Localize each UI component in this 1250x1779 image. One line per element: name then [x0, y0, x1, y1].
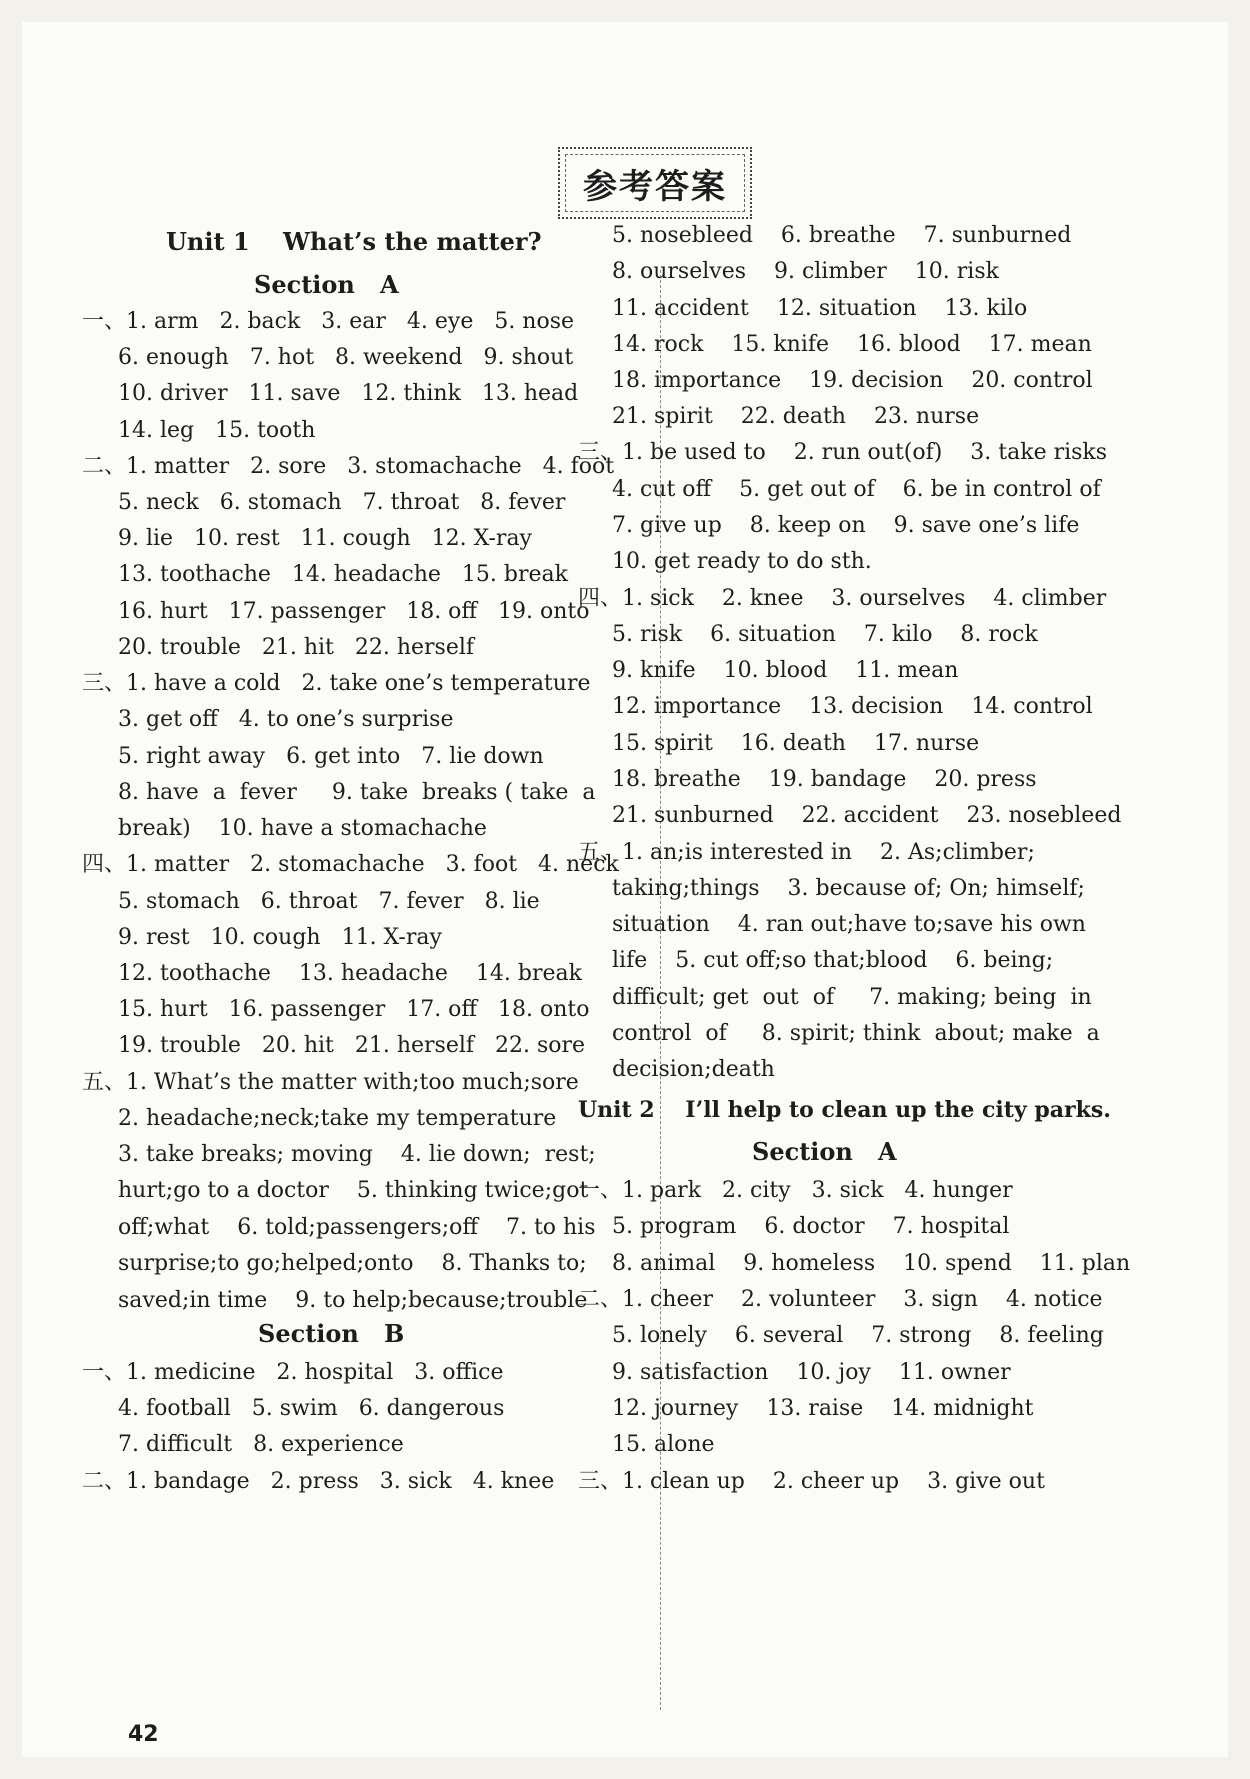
answer-line: 7. difficult 8. experience	[118, 1432, 404, 1457]
answer-line: life 5. cut off;so that;blood 6. being;	[612, 948, 1054, 973]
answer-line: situation 4. ran out;have to;save his own	[612, 912, 1086, 937]
answer-line: 9. rest 10. cough 11. X-ray	[118, 925, 442, 950]
answer-line: 11. accident 12. situation 13. kilo	[612, 296, 1028, 321]
answer-line: 12. journey 13. raise 14. midnight	[612, 1396, 1034, 1421]
answer-line: 5. lonely 6. several 7. strong 8. feeling	[612, 1323, 1104, 1348]
unit1-section-a-heading: Section A	[254, 270, 399, 299]
answer-line: break) 10. have a stomachache	[118, 816, 487, 841]
answer-line: 12. toothache 13. headache 14. break	[118, 961, 582, 986]
answer-line: surprise;to go;helped;onto 8. Thanks to;	[118, 1251, 587, 1276]
answer-line: 15. spirit 16. death 17. nurse	[612, 731, 980, 756]
answer-line: 3. get off 4. to one’s surprise	[118, 707, 454, 732]
answer-line: 21. spirit 22. death 23. nurse	[612, 404, 980, 429]
unit1-title: Unit 1 What’s the matter?	[166, 227, 542, 256]
answer-line: 5. right away 6. get into 7. lie down	[118, 744, 544, 769]
answer-line: 三、1. have a cold 2. take one’s temperature	[82, 671, 591, 696]
answer-line: 四、1. matter 2. stomachache 3. foot 4. neck	[82, 852, 619, 877]
answer-line: taking;things 3. because of; On; himself;	[612, 876, 1085, 901]
answer-line: 8. animal 9. homeless 10. spend 11. plan	[612, 1251, 1131, 1276]
answer-line: 4. cut off 5. get out of 6. be in control of	[612, 477, 1101, 502]
answer-line: 14. leg 15. tooth	[118, 418, 316, 443]
answer-line: 二、1. matter 2. sore 3. stomachache 4. foot	[82, 454, 615, 479]
answer-line: decision;death	[612, 1057, 775, 1082]
answer-line: 5. nosebleed 6. breathe 7. sunburned	[612, 223, 1072, 248]
answer-line: 一、1. arm 2. back 3. ear 4. eye 5. nose	[82, 309, 575, 334]
answer-line: 8. ourselves 9. climber 10. risk	[612, 259, 999, 284]
answer-line: 3. take breaks; moving 4. lie down; rest;	[118, 1142, 596, 1167]
unit1-section-b-heading: Section B	[258, 1319, 405, 1348]
answer-line: 8. have a fever 9. take breaks ( take a	[118, 780, 596, 805]
answer-line: hurt;go to a doctor 5. thinking twice;got	[118, 1178, 589, 1203]
answer-line: 12. importance 13. decision 14. control	[612, 694, 1093, 719]
answer-line: 10. driver 11. save 12. think 13. head	[118, 381, 579, 406]
answer-line: 5. neck 6. stomach 7. throat 8. fever	[118, 490, 566, 515]
answer-line: 15. alone	[612, 1432, 715, 1457]
answer-line: 5. stomach 6. throat 7. fever 8. lie	[118, 889, 540, 914]
answer-line: 15. hurt 16. passenger 17. off 18. onto	[118, 997, 590, 1022]
answer-line: 7. give up 8. keep on 9. save one’s life	[612, 513, 1080, 538]
unit2-section-a-heading: Section A	[752, 1137, 897, 1166]
answer-line: 9. satisfaction 10. joy 11. owner	[612, 1360, 1011, 1385]
answer-line: 三、1. clean up 2. cheer up 3. give out	[578, 1469, 1045, 1494]
answer-line: off;what 6. told;passengers;off 7. to his	[118, 1215, 596, 1240]
answer-line: 16. hurt 17. passenger 18. off 19. onto	[118, 599, 590, 624]
answer-line: 18. importance 19. decision 20. control	[612, 368, 1093, 393]
answer-line: 三、1. be used to 2. run out(of) 3. take risks	[578, 440, 1108, 465]
answer-line: 一、1. park 2. city 3. sick 4. hunger	[578, 1178, 1013, 1203]
answer-line: 四、1. sick 2. knee 3. ourselves 4. climber	[578, 586, 1107, 611]
answer-line: 五、1. an;is interested in 2. As;climber;	[578, 840, 1035, 865]
answer-line: 2. headache;neck;take my temperature	[118, 1106, 557, 1131]
page-number: 42	[128, 1722, 159, 1747]
answer-page	[22, 22, 1228, 1757]
answer-line: 9. knife 10. blood 11. mean	[612, 658, 959, 683]
answer-line: control of 8. spirit; think about; make a	[612, 1021, 1100, 1046]
answer-line: 二、1. cheer 2. volunteer 3. sign 4. notice	[578, 1287, 1103, 1312]
answer-line: 五、1. What’s the matter with;too much;sore	[82, 1070, 579, 1095]
answer-line: 二、1. bandage 2. press 3. sick 4. knee	[82, 1469, 555, 1494]
answer-line: 5. risk 6. situation 7. kilo 8. rock	[612, 622, 1038, 647]
answer-line: 4. football 5. swim 6. dangerous	[118, 1396, 505, 1421]
unit2-title: Unit 2 I’ll help to clean up the city parks.	[578, 1097, 1111, 1123]
answer-line: 20. trouble 21. hit 22. herself	[118, 635, 475, 660]
answer-line: saved;in time 9. to help;because;trouble	[118, 1288, 588, 1313]
answer-line: difficult; get out of 7. making; being in	[612, 985, 1092, 1010]
answer-line: 19. trouble 20. hit 21. herself 22. sore	[118, 1033, 586, 1058]
answer-line: 21. sunburned 22. accident 23. nosebleed	[612, 803, 1122, 828]
page-title: 参考答案	[558, 147, 752, 219]
answer-line: 9. lie 10. rest 11. cough 12. X-ray	[118, 526, 532, 551]
answer-line: 13. toothache 14. headache 15. break	[118, 562, 568, 587]
answer-line: 一、1. medicine 2. hospital 3. office	[82, 1360, 504, 1385]
answer-line: 14. rock 15. knife 16. blood 17. mean	[612, 332, 1092, 357]
answer-line: 5. program 6. doctor 7. hospital	[612, 1214, 1010, 1239]
answer-line: 10. get ready to do sth.	[612, 549, 872, 574]
answer-line: 6. enough 7. hot 8. weekend 9. shout	[118, 345, 574, 370]
answer-line: 18. breathe 19. bandage 20. press	[612, 767, 1037, 792]
